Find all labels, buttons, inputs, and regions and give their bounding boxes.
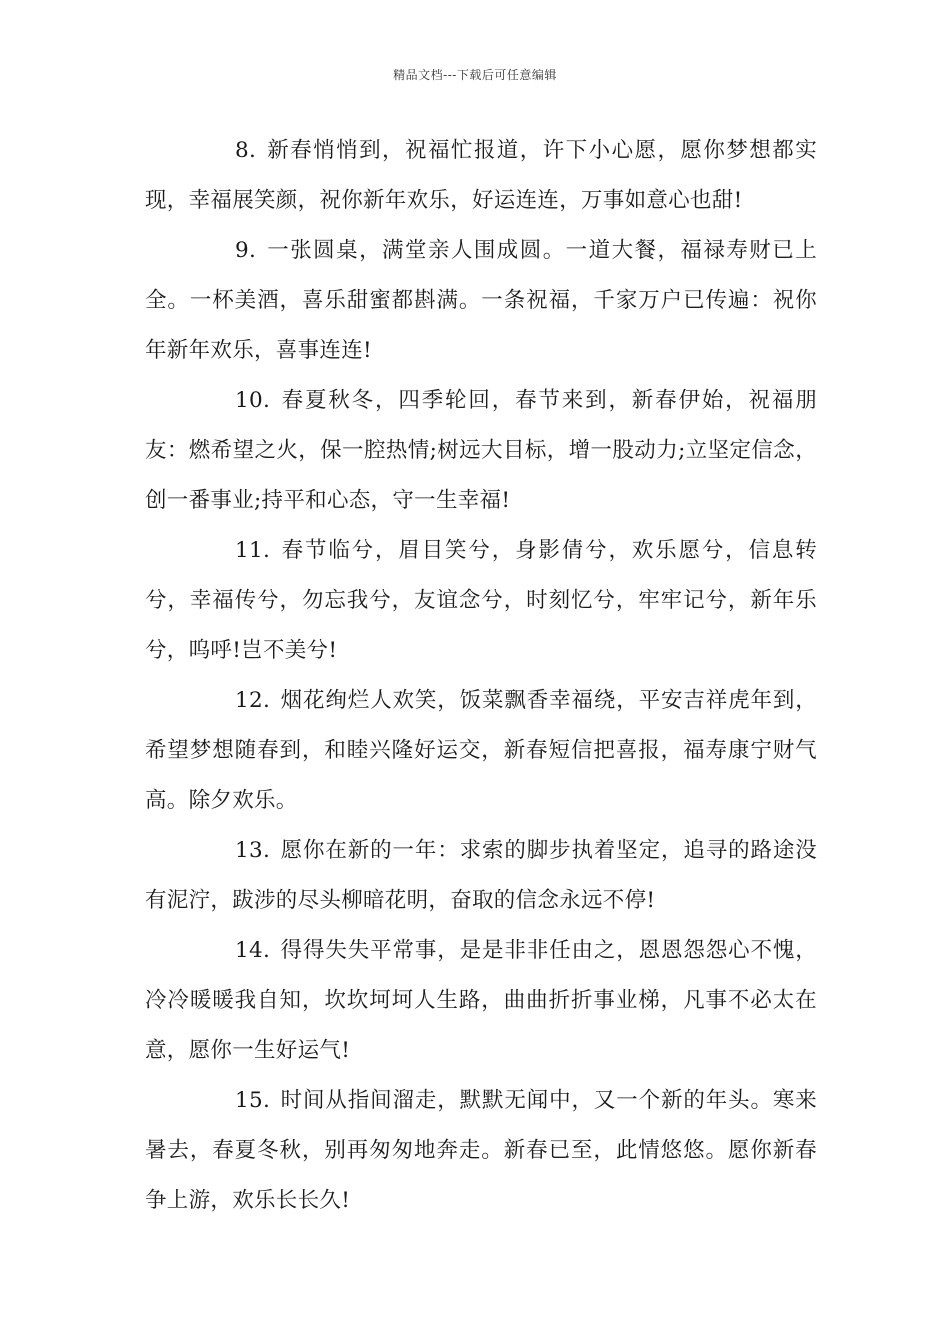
- paragraph-13: [145, 826, 817, 926]
- paragraph-12: [145, 676, 817, 826]
- paragraph-text: 时间从指间溜走，默默无闻中，又一个新的年头。寒来暑去，春夏冬秋，别再匆匆地奔走。新春已至，此情悠悠。愿你新春争上游，欢乐长长久!: [145, 1088, 817, 1213]
- paragraph-number: 8.: [235, 138, 257, 163]
- paragraph-number: 11.: [235, 538, 271, 563]
- document-body: [145, 126, 817, 1226]
- paragraph-15: [145, 1076, 817, 1226]
- paragraph-text: 烟花绚烂人欢笑，饭菜飘香幸福绕，平安吉祥虎年到，希望梦想随春到，和睦兴隆好运交，新春短信把喜报，福寿康宁财气高。除夕欢乐。: [145, 688, 817, 813]
- paragraph-number: 13.: [235, 838, 271, 863]
- paragraph-10: [145, 376, 817, 526]
- paragraph-number: 9.: [235, 238, 257, 263]
- paragraph-text: 一张圆桌，满堂亲人围成圆。一道大餐，福禄寿财已上全。一杯美酒，喜乐甜蜜都斟满。一条祝福，千家万户已传遍：祝你年新年欢乐，喜事连连!: [145, 238, 817, 363]
- paragraph-number: 14.: [235, 938, 271, 963]
- paragraph-text: 新春悄悄到，祝福忙报道，许下小心愿，愿你梦想都实现，幸福展笑颜，祝你新年欢乐，好运连连，万事如意心也甜!: [145, 138, 817, 213]
- paragraph-text: 春节临兮，眉目笑兮，身影倩兮，欢乐愿兮，信息转兮，幸福传兮，勿忘我兮，友谊念兮，时刻忆兮，牢牢记兮，新年乐兮，呜呼!岂不美兮!: [145, 538, 817, 663]
- paragraph-11: [145, 526, 817, 676]
- page-header: 精品文档---下载后可任意编辑: [393, 68, 557, 82]
- paragraph-9: [145, 226, 817, 376]
- paragraph-text: 得得失失平常事，是是非非任由之，恩恩怨怨心不愧，冷冷暖暖我自知，坎坎坷坷人生路，曲曲折折事业梯，凡事不必太在意，愿你一生好运气!: [145, 938, 817, 1063]
- paragraph-number: 10.: [235, 388, 271, 413]
- paragraph-text: 春夏秋冬，四季轮回，春节来到，新春伊始，祝福朋友：燃希望之火，保一腔热情;树远大目标，增一股动力;立坚定信念，创一番事业;持平和心态，守一生幸福!: [145, 388, 817, 513]
- paragraph-14: [145, 926, 817, 1076]
- paragraph-text: 愿你在新的一年：求索的脚步执着坚定，追寻的路途没有泥泞，跋涉的尽头柳暗花明，奋取的信念永远不停!: [145, 838, 817, 913]
- paragraph-number: 12.: [235, 688, 271, 713]
- paragraph-8: [145, 126, 817, 226]
- paragraph-number: 15.: [235, 1088, 271, 1113]
